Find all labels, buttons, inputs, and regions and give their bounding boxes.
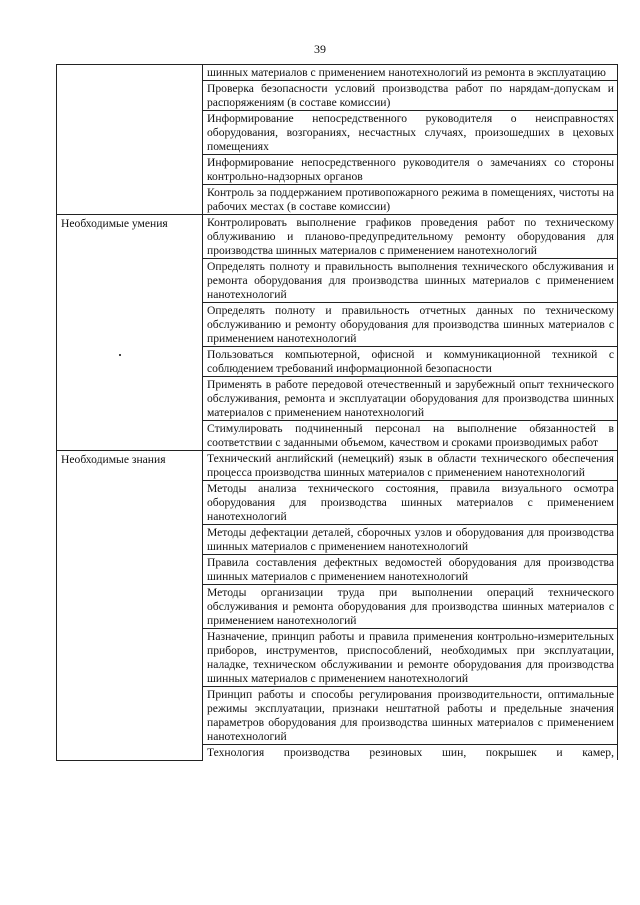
table-cell-item: Методы анализа технического состояния, правила визуального осмотра оборудования для производства шинных материалов с применением нанотехнологий — [203, 481, 618, 525]
page-number: 39 — [314, 42, 326, 56]
table-cell-item: Назначение, принцип работы и правила применения контрольно-измерительных приборов, инструментов, приспособлений, необходимых при эксплуатации, наладке, техническом обслуживании и ремонте оборудования для производства шинных материалов с применением нанотехнологий — [203, 629, 618, 687]
table-cell-item: Определять полноту и правильность выполнения технического обслуживания и ремонта оборудования для производства шинных материалов с применением нанотехнологий — [203, 259, 618, 303]
table-row — [57, 215, 618, 259]
table-cell-item: Контролировать выполнение графиков проведения работ по техническому облуживанию и планово-предупредительному ремонту оборудования для производства шинных материалов с применением нанотехнологий — [203, 215, 618, 259]
table-cell-item: Методы организации труда при выполнении операций технического обслуживания и ремонта оборудования для производства шинных материалов с применением нанотехнологий — [203, 585, 618, 629]
table-cell-item: Применять в работе передовой отечественный и зарубежный опыт технического обслуживания, ремонта и эксплуатации оборудования для производства шинных материалов с применением нанотехнологий — [203, 377, 618, 421]
scan-speck — [119, 354, 121, 356]
table-cell-item: Информирование непосредственного руководителя о неисправностях оборудования, возгораниях, несчастных случаях, произошедших в цеховых помещениях — [203, 111, 618, 155]
category-cell-skills: Необходимые умения — [57, 215, 203, 451]
table-cell-item: Стимулировать подчиненный персонал на выполнение обязанностей в соответствии с заданными объемом, качеством и сроками производимых работ — [203, 421, 618, 451]
table-cell-item: Пользоваться компьютерной, офисной и коммуникационной техникой с соблюдением требований информационной безопасности — [203, 347, 618, 377]
table-cell-item: Технология производства резиновых шин, покрышек и камер, — [203, 745, 618, 761]
table-cell-item: Технический английский (немецкий) язык в области технического обеспечения процесса производства шинных материалов с применением нанотехнологий — [203, 451, 618, 481]
table-row — [57, 65, 618, 81]
table-row — [57, 451, 618, 481]
table-cell-item: Принцип работы и способы регулирования производительности, оптимальные режимы эксплуатации, признаки нештатной работы и предельные значения параметров оборудования для производства шинных материалов с применением нанотехнологий — [203, 687, 618, 745]
table-cell-item: Методы дефектации деталей, сборочных узлов и оборудования для производства шинных материалов с применением нанотехнологий — [203, 525, 618, 555]
competency-table — [56, 64, 618, 761]
table-cell-item: Информирование непосредственного руководителя о замечаниях со стороны контрольно-надзорных органов — [203, 155, 618, 185]
category-cell-continued — [57, 65, 203, 215]
table-cell-item: Правила составления дефектных ведомостей оборудования для производства шинных материалов с применением нанотехнологий — [203, 555, 618, 585]
table-cell-item: шинных материалов с применением нанотехнологий из ремонта в эксплуатацию — [203, 65, 618, 81]
category-cell-knowledge: Необходимые знания — [57, 451, 203, 761]
table-cell-item: Определять полноту и правильность отчетных данных по техническому обслуживанию и ремонту оборудования для производства шинных материалов с применением нанотехнологий — [203, 303, 618, 347]
table-cell-item: Контроль за поддержанием противопожарного режима в помещениях, чистоты на рабочих местах (в составе комиссии) — [203, 185, 618, 215]
table-cell-item: Проверка безопасности условий производства работ по нарядам-допускам и распоряжениям (в составе комиссии) — [203, 81, 618, 111]
